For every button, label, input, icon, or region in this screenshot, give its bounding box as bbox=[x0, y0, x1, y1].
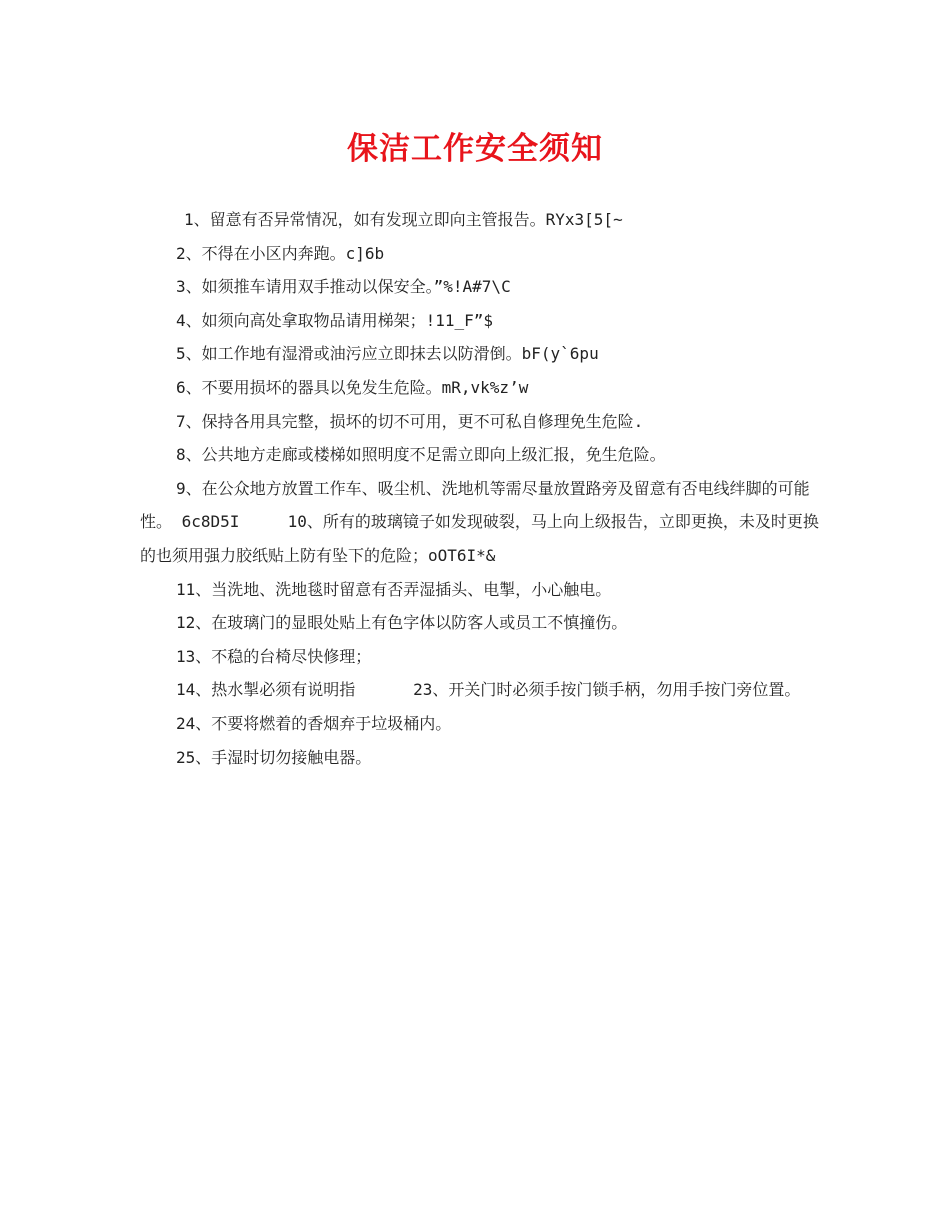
paragraph-1: 1、留意有否异常情况，如有发现立即向主管报告。RYx3[5[~ bbox=[184, 210, 623, 229]
paragraph-12: 12、在玻璃门的显眼处贴上有色字体以防客人或员工不慎撞伤。 bbox=[176, 613, 628, 633]
paragraph-5: 5、如工作地有湿滑或油污应立即抹去以防滑倒。bF(y`6pu bbox=[176, 344, 599, 364]
paragraph-7: 7、保持各用具完整，损坏的切不可用，更不可私自修理免生危险. bbox=[176, 411, 644, 431]
document-title: 保洁工作安全须知 bbox=[347, 131, 603, 167]
paragraph-9: 9、在公众地方放置工作车、吸尘机、洗地机等需尽量放置路旁及留意有否电线绊脚的可能性。 6c8D5I 10、所有的玻璃镜子如发现破裂，马上向上级报告，立即更换，未及时更换的也须用强力胶纸贴上防有坠下的危险；oOT6I*& bbox=[140, 478, 819, 565]
paragraph-13: 13、不稳的台椅尽快修理； bbox=[176, 646, 372, 666]
paragraph-2: 2、不得在小区内奔跑。c]6b bbox=[176, 243, 385, 263]
paragraph-24: 24、不要将燃着的香烟弃于垃圾桶内。 bbox=[176, 713, 452, 733]
paragraph-8: 8、公共地方走廊或楼梯如照明度不足需立即向上级汇报，免生危险。 bbox=[176, 445, 666, 465]
paragraph-25: 25、手湿时切勿接触电器。 bbox=[176, 747, 372, 767]
document-body bbox=[140, 203, 820, 774]
paragraph-11: 11、当洗地、洗地毯时留意有否弄湿插头、电掣，小心触电。 bbox=[176, 579, 612, 599]
paragraph-6: 6、不要用损坏的器具以免发生危险。mR,vk%z’w bbox=[176, 377, 529, 397]
paragraph-4: 4、如须向高处拿取物品请用梯架；!11_F”$ bbox=[176, 310, 494, 330]
paragraph-3: 3、如须推车请用双手推动以保安全。”%!A#7\C bbox=[176, 277, 511, 297]
paragraph-14: 14、热水掣必须有说明指 23、开关门时必须手按门锁手柄，勿用手按门旁位置。 bbox=[176, 680, 801, 700]
